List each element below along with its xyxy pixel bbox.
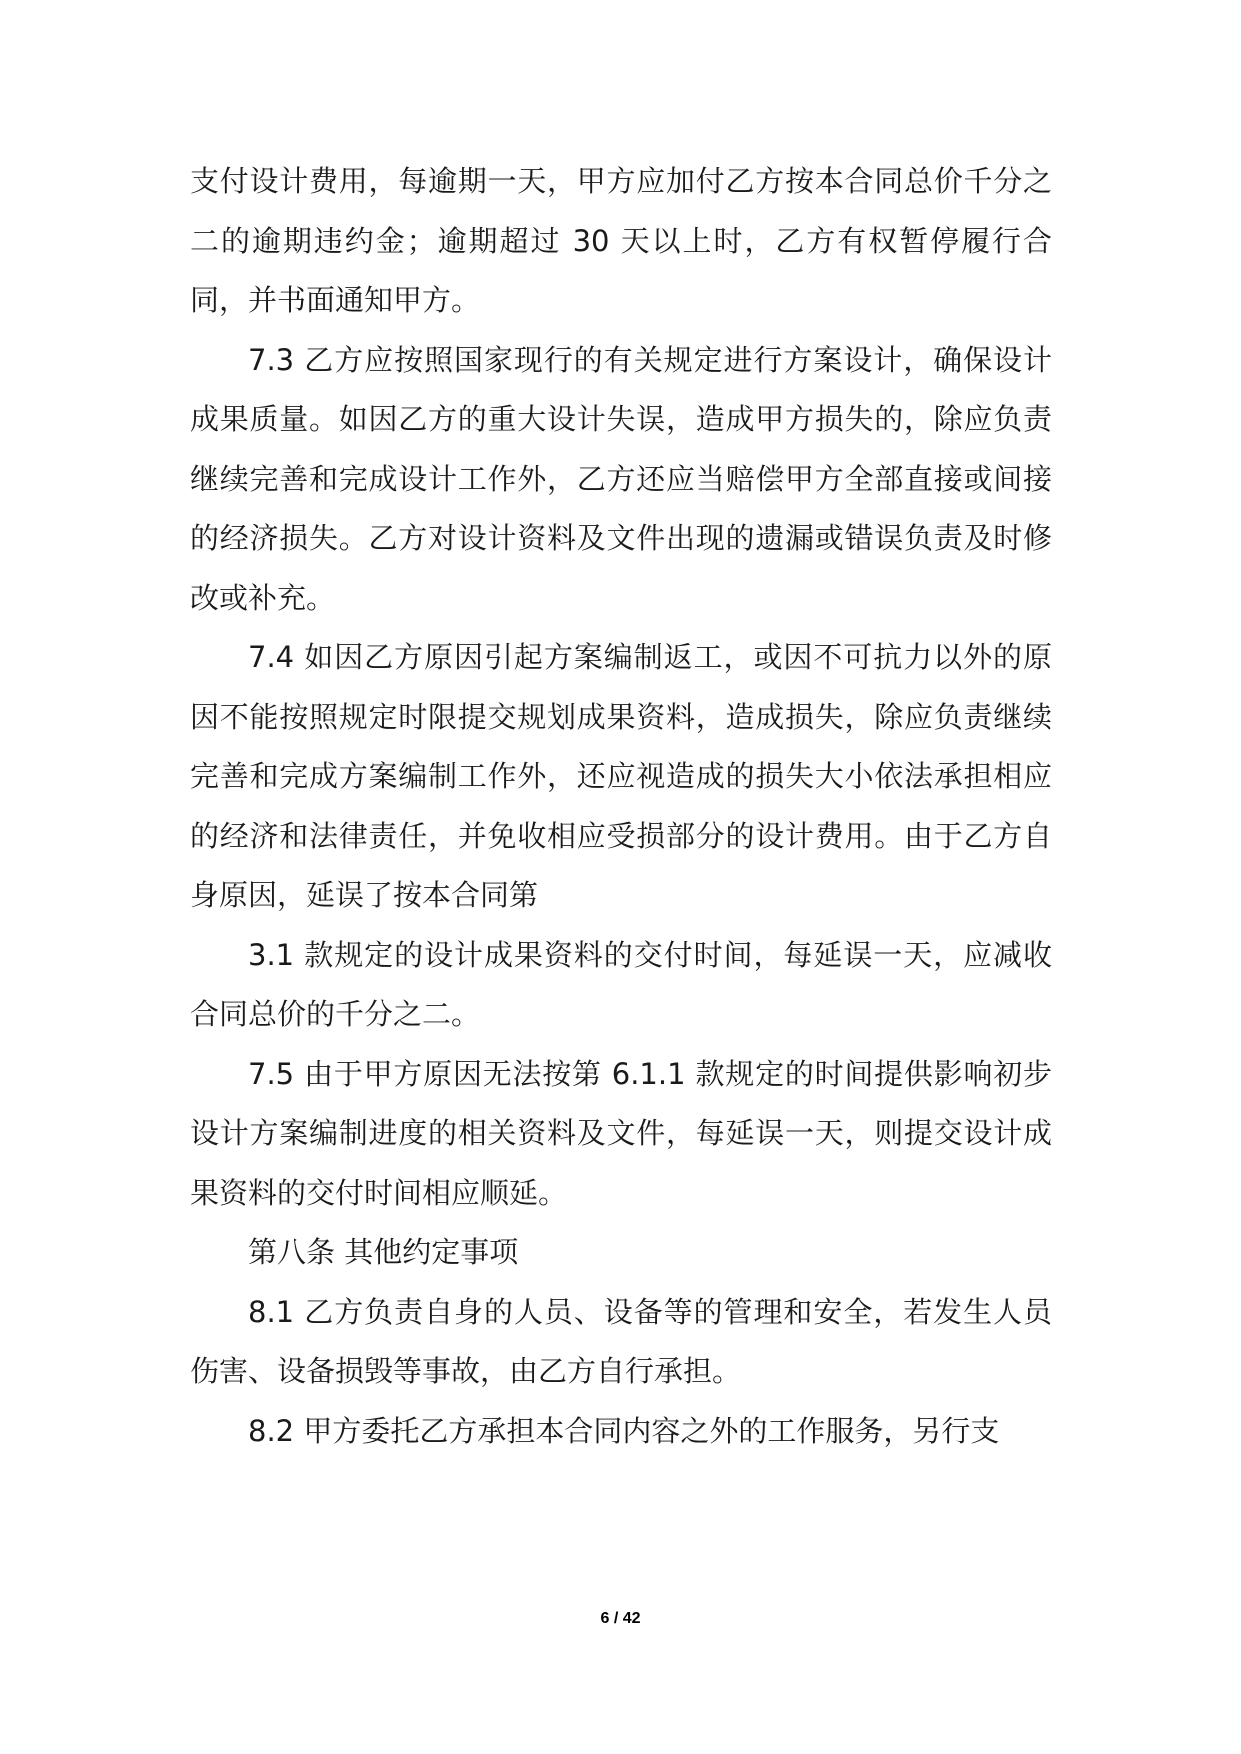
paragraph-3-1: 3.1 款规定的设计成果资料的交付时间，每延误一天，应减收合同总价的千分之二。 [190,937,1052,1031]
paragraph-7-3: 7.3 乙方应按照国家现行的有关规定进行方案设计，确保设计成果质量。如因乙方的重大设计失误，造成甲方损失的，除应负责继续完善和完成设计工作外，乙方还应当赔偿甲方全部直接或间接的经济损失。乙方对设计资料及文件出现的遗漏或错误负责及时修改或补充。 [190,342,1052,615]
paragraph-payment-delay: 支付设计费用，每逾期一天，甲方应加付乙方按本合同总价千分之二的逾期违约金；逾期超过 30 天以上时，乙方有权暂停履行合同，并书面通知甲方。 [190,164,1052,317]
page-number: 6 / 42 [600,1610,641,1627]
paragraph-7-5: 7.5 由于甲方原因无法按第 6.1.1 款规定的时间提供影响初步设计方案编制进度的相关资料及文件，每延误一天，则提交设计成果资料的交付时间相应顺延。 [190,1056,1052,1210]
article-8-heading: 第八条 其他约定事项 [248,1235,519,1269]
document-body [190,152,1052,1461]
paragraph-7-4: 7.4 如因乙方原因引起方案编制返工，或因不可抗力以外的原因不能按照规定时限提交规划成果资料，造成损失，除应负责继续完善和完成方案编制工作外，还应视造成的损失大小依法承担相应的经济和法律责任，并免收相应受损部分的设计费用。由于乙方自身原因，延误了按本合同第 [190,640,1052,912]
paragraph-8-2: 8.2 甲方委托乙方承担本合同内容之外的工作服务，另行支 [248,1413,1000,1448]
paragraph-8-1: 8.1 乙方负责自身的人员、设备等的管理和安全，若发生人员伤害、设备损毁等事故，由乙方自行承担。 [190,1294,1052,1388]
